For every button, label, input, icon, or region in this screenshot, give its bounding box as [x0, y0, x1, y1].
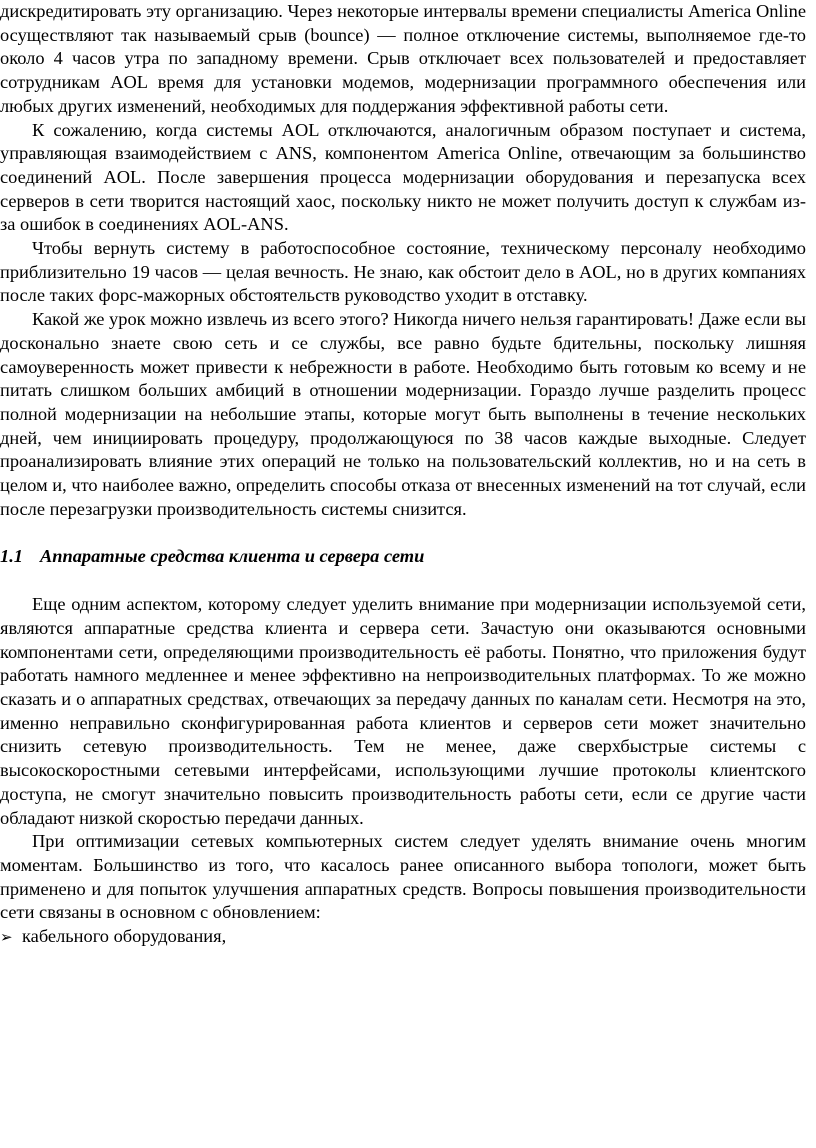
paragraph: Какой же урок можно извлечь из всего этого? Никогда ничего нельзя гарантировать! Даже если вы досконально знаете свою сеть и се службы, все равно будьте бдительны, поскольку лишняя самоуверенность может привести к небрежности в работе. Необходимо быть готовым ко всему и не питать слишком больших амбиций в отношении модернизации. Гораздо лучше разделить процесс полной модернизации на небольшие этапы, которые могут быть выполнены в течение нескольких дней, чем инициировать процедуру, продолжающуюся по 38 часов каждые выходные. Следует проанализировать влияние этих операций не только на пользовательский коллектив, но и на сеть в целом и, что наиболее важно, определить способы отказа от внесенных изменений на тот случай, если после перезагрузки производительность системы снизится.: [0, 309, 806, 519]
list-item: [0, 925, 806, 950]
paragraph: Еще одним аспектом, которому следует уделить внимание при модернизации используемой сети, являются аппаратные средства клиента и сервера сети. Зачастую они оказываются основными компонентами сети, определяющими производительность её работы. Понятно, что приложения будут работать намного медленнее и менее эффективно на непроизводительных платформах. То же можно сказать и о аппаратных средствах, отвечающих за передачу данных по каналам сети. Несмотря на это, именно неправильно сконфигурированная работа клиентов и серверов сети может значительно снизить сетевую производительность. Тем не менее, даже сверхбыстрые системы с высокоскоростными сетевыми интерфейсами, использующими лучшие протоколы клиентского доступа, не смогут значительно повысить производительность работы сети, если се другие части обладают низкой скоростью передачи данных.: [0, 594, 806, 828]
section-title: Аппаратные средства клиента и сервера сети: [40, 546, 425, 567]
list-item-text: кабельного оборудования,: [22, 926, 227, 947]
bullet-list: [0, 925, 806, 950]
paragraph: дискредитировать эту организацию. Через некоторые интервалы времени специалисты America Online осуществляют так называемый срыв (bounce) — полное отключение системы, выполняемое где-то около 4 часов утра по западному времени. Срыв отключает всех пользователей и предоставляет сотрудникам AOL время для установки модемов, модернизации программного обеспечения или любых других изменений, необходимых для поддержания эффективной работы сети.: [0, 1, 806, 116]
paragraph: Чтобы вернуть систему в работоспособное состояние, техническому персоналу необходимо приблизительно 19 часов — целая вечность. Не знаю, как обстоит дело в AOL, но в других компаниях после таких форс-мажорных обстоятельств руководство уходит в отставку.: [0, 238, 806, 306]
text-block-bottom: [0, 593, 806, 925]
arrow-bullet-icon: ➢: [0, 928, 13, 947]
paragraph: При оптимизации сетевых компьютерных систем следует уделять внимание очень многим моментам. Большинство из того, что касалось ранее описанного выбора топологи, может быть применено и для попыток улучшения аппаратных средств. Вопросы повышения производительности сети связаны в основном с обновлением:: [0, 831, 806, 923]
text-block-top: [0, 0, 806, 521]
section-number: 1.1: [0, 546, 23, 567]
paragraph: К сожалению, когда системы AOL отключаются, аналогичным образом поступает и система, управляющая взаимодействием с ANS, компонентом America Online, отвечающим за большинство соединений AOL. После завершения процесса модернизации оборудования и перезапуска всех серверов в сети творится настоящий хаос, поскольку никто не может получить доступ к службам из-за ошибок в соединениях AOL-ANS.: [0, 119, 806, 235]
section-heading: [0, 545, 806, 569]
